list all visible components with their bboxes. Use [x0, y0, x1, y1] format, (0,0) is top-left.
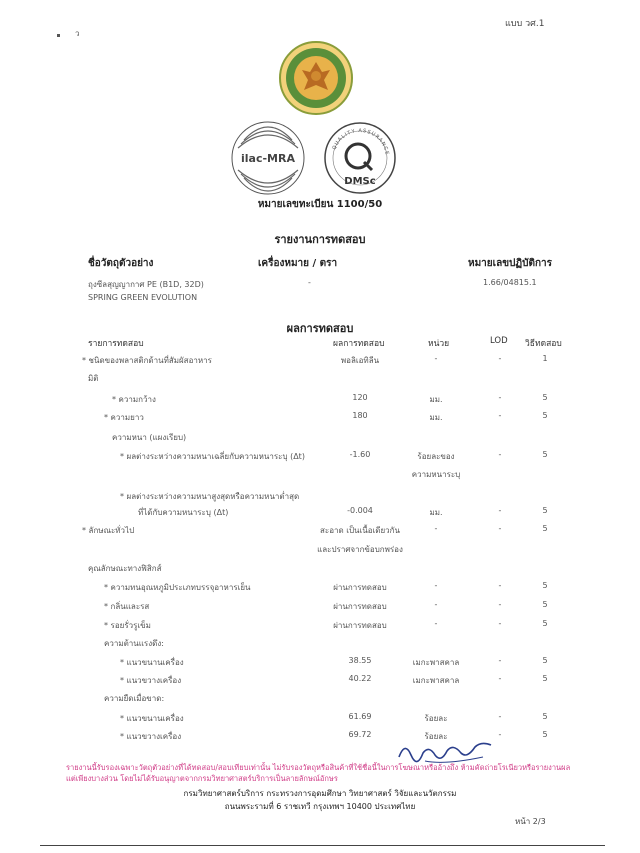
row-item: * แนวขนานเครื่อง — [120, 714, 184, 723]
address-line-1: กรมวิทยาศาสตร์บริการ กระทรวงการอุดมศึกษา วิทยาศาสตร์ วิจัยและนวัตกรรม — [183, 789, 457, 798]
row-result: สะอาด เป็นเนื้อเดียวกัน — [320, 526, 400, 535]
row-method: 5 — [542, 524, 548, 533]
row-lod: - — [498, 656, 502, 665]
product-model: SPRING GREEN EVOLUTION — [88, 293, 198, 302]
results-title: ผลการทดสอบ — [286, 322, 354, 335]
row-unit: ร้อยละ — [424, 714, 448, 723]
row-item: * แนวขวางเครื่อง — [120, 732, 182, 741]
row-item: ความหนา (แผงเรียบ) — [112, 433, 187, 442]
report-title: รายงานการทดสอบ — [274, 233, 366, 246]
row-unit: - — [434, 354, 438, 363]
row-method: 5 — [542, 393, 548, 402]
row-item: คุณลักษณะทางฟิสิกส์ — [88, 564, 162, 573]
row-item: * ผลต่างระหว่างความหนาเฉลี่ยกับความหนาระบุ (Δt) — [120, 452, 305, 461]
product-brand: - — [308, 278, 311, 287]
header-permit: หมายเลขปฏิบัติการ — [468, 258, 552, 269]
col-item: รายการทดสอบ — [88, 339, 144, 349]
footer-rule — [40, 845, 605, 846]
svg-text:QUALITY ASSURANCE — [331, 128, 389, 156]
dms-ring-text: QUALITY ASSURANCE — [331, 127, 390, 156]
row-result: ผ่านการทดสอบ — [333, 621, 387, 630]
row-lod: - — [498, 354, 502, 363]
row-item: * ความทนอุณหภูมิประเภทบรรจุอาหารเย็น — [104, 583, 251, 592]
header-product: ชื่อวัตถุตัวอย่าง — [88, 258, 154, 269]
row-item: * แนวขนานเครื่อง — [120, 658, 184, 667]
row-method: 5 — [542, 674, 548, 683]
row-unit: ร้อยละของ — [417, 452, 455, 461]
product-permit: 1.66/04815.1 — [483, 278, 537, 287]
row-lod: - — [498, 712, 502, 721]
row-item: * ผลต่างระหว่างความหนาสูงสุดหรือความหนาต่ำสุด — [120, 492, 300, 501]
row-item: * ความยาว — [104, 413, 144, 422]
row-result: ผ่านการทดสอบ — [333, 583, 387, 592]
row-unit: - — [434, 619, 438, 628]
stray-dot — [57, 34, 60, 37]
col-lod: LOD — [490, 336, 508, 346]
row-item: ความยืดเมื่อขาด: — [104, 694, 165, 703]
col-unit: หน่วย — [428, 339, 450, 349]
row-unit: ร้อยละ — [424, 732, 448, 741]
row-unit: ความหนาระบุ — [411, 470, 461, 479]
row-item: ที่ได้กับความหนาระบุ (Δt) — [138, 508, 229, 517]
row-method: 5 — [542, 506, 548, 515]
row-lod: - — [498, 506, 502, 515]
dms-label: DMSc — [344, 176, 376, 187]
row-unit: - — [434, 524, 438, 533]
row-method: 5 — [542, 730, 548, 739]
row-lod: - — [498, 674, 502, 683]
disclaimer: รายงานนี้รับรองเฉพาะวัตถุตัวอย่างที่ได้ทดสอบ/สอบเทียบเท่านั้น ไม่รับรองวัตถุหรือสินค้าที่ใช้ชื่อนี้ในการโฆษณาหรืออ้างถึง ห้ามคัดถ่ายโรเนียวหรือรายงานผลแต่เพียงบางส่วน โดยไม่ได้รับอนุญาตจากกรมวิทยาศาสตร์บริการเป็นลายลักษณ์อักษร — [66, 763, 571, 783]
registration-number: หมายเลขทะเบียน 1100/50 — [257, 199, 383, 210]
row-lod: - — [498, 524, 502, 533]
row-item: * ชนิดของพลาสติกด้านที่สัมผัสอาหาร — [82, 356, 212, 365]
row-unit: มม. — [429, 413, 443, 422]
department-seal-logo — [278, 40, 354, 116]
row-unit: มม. — [429, 395, 443, 404]
row-method: 1 — [542, 354, 548, 363]
row-item: ความต้านแรงดึง: — [104, 639, 164, 648]
row-result: 120 — [352, 393, 368, 402]
ilac-mra-logo — [228, 118, 308, 198]
product-name: ถุงซีลสุญญากาศ PE (B1D, 32D) — [88, 280, 204, 289]
row-result: และปราศจากข้อบกพร่อง — [317, 545, 403, 554]
col-result: ผลการทดสอบ — [333, 339, 385, 349]
col-method: วิธีทดสอบ — [525, 339, 562, 349]
row-result: 180 — [352, 411, 368, 420]
row-result: 40.22 — [348, 674, 372, 683]
row-method: 5 — [542, 411, 548, 420]
row-unit: - — [434, 600, 438, 609]
dmsc-quality-assurance-logo — [320, 118, 400, 198]
row-item: * ความกว้าง — [112, 395, 156, 404]
row-item: * แนวขวางเครื่อง — [120, 676, 182, 685]
row-item: มิติ — [88, 374, 99, 383]
ilac-label: ilac-MRA — [241, 152, 295, 165]
page-number: หน้า 2/3 — [515, 817, 546, 826]
row-unit: - — [434, 581, 438, 590]
row-unit: เมกะพาสคาล — [412, 658, 460, 667]
row-method: 5 — [542, 712, 548, 721]
row-lod: - — [498, 600, 502, 609]
row-unit: เมกะพาสคาล — [412, 676, 460, 685]
row-lod: - — [498, 450, 502, 459]
row-lod: - — [498, 619, 502, 628]
row-lod: - — [498, 581, 502, 590]
row-unit: มม. — [429, 508, 443, 517]
row-result: 61.69 — [348, 712, 372, 721]
row-item: * กลิ่นและรส — [104, 602, 150, 611]
row-result: พอลิเอทิลีน — [340, 356, 380, 365]
row-lod: - — [498, 393, 502, 402]
row-result: -0.004 — [347, 506, 373, 515]
row-result: ผ่านการทดสอบ — [333, 602, 387, 611]
row-result: 38.55 — [348, 656, 372, 665]
row-lod: - — [498, 411, 502, 420]
form-code: แบบ วศ.1 — [505, 19, 545, 29]
stray-mark: ว — [75, 29, 80, 38]
address-line-2: ถนนพระรามที่ 6 ราชเทวี กรุงเทพฯ 10400 ประเทศไทย — [224, 802, 416, 811]
row-result: 69.72 — [348, 730, 372, 739]
row-method: 5 — [542, 581, 548, 590]
row-result: -1.60 — [349, 450, 371, 459]
row-lod: - — [498, 730, 502, 739]
row-item: * ลักษณะทั่วไป — [82, 526, 135, 535]
header-brand: เครื่องหมาย / ตรา — [258, 258, 338, 269]
row-item: * รอยรั่วรูเข็ม — [104, 621, 151, 630]
row-method: 5 — [542, 600, 548, 609]
row-method: 5 — [542, 619, 548, 628]
row-method: 5 — [542, 450, 548, 459]
row-method: 5 — [542, 656, 548, 665]
